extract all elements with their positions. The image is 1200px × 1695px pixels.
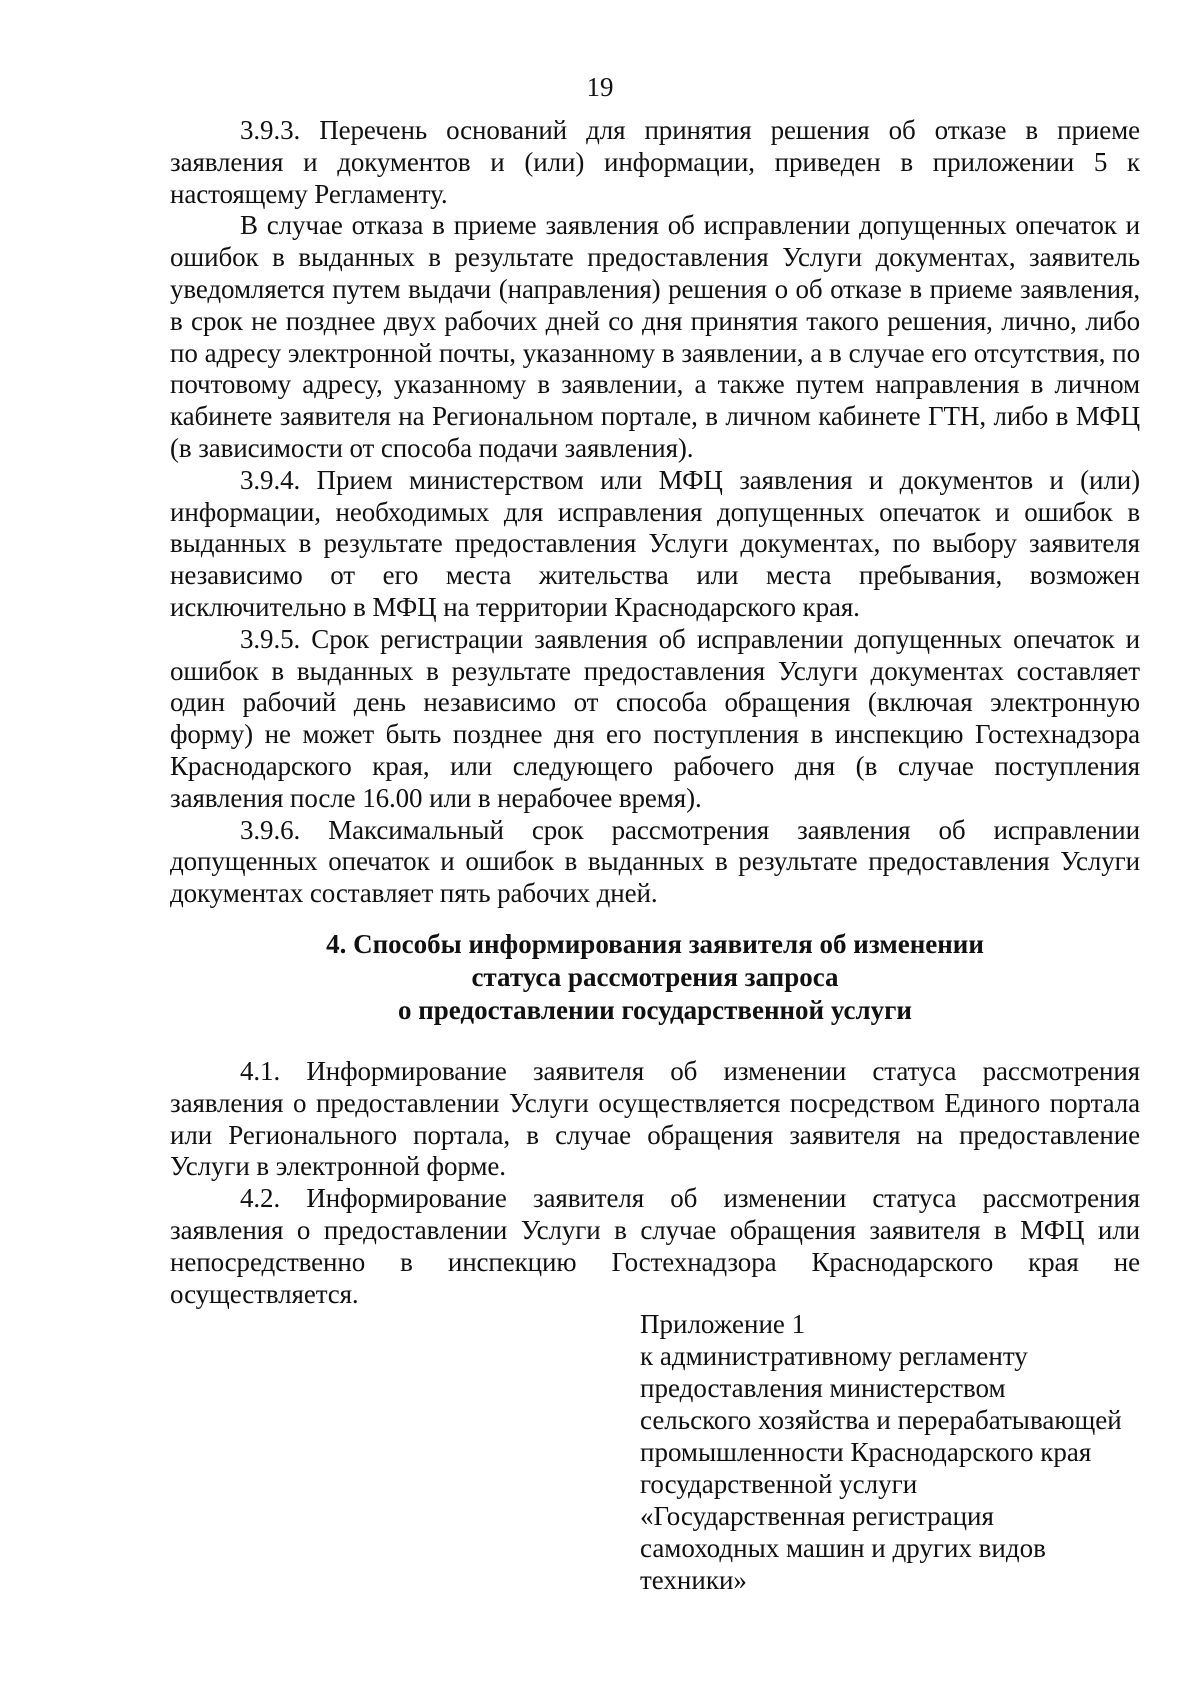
page-number: 19 (586, 72, 614, 102)
appendix-line: «Государственная регистрация (640, 1501, 994, 1531)
appendix-line: государственной услуги (640, 1469, 918, 1499)
appendix-line: к административному регламенту (640, 1341, 1028, 1371)
section-4-text (170, 1056, 1140, 1310)
section-3-9-text (170, 115, 1140, 910)
paragraph-3-9-4: 3.9.4. Прием министерством или МФЦ заявления и документов и (или) информации, необходимых для исправления допущенных опечаток и ошибок в выданных в результате предоставления Услуги документах, по выбору заявителя независимо от его места жительства или места пребывания, возможен исключительно в МФЦ на территории Краснодарского края. (170, 464, 1140, 622)
appendix-line: сельского хозяйства и перерабатывающей (640, 1405, 1122, 1435)
heading-line: 4. Способы информирования заявителя об изменении (326, 929, 984, 959)
paragraph-4-1: 4.1. Информирование заявителя об изменении статуса рассмотрения заявления о предоставлении Услуги осуществляется посредством Единого портала или Регионального портала, в случае обращения заявителя на предоставление Услуги в электронной форме. (170, 1056, 1140, 1182)
paragraph-refusal-notice: В случае отказа в приеме заявления об исправлении допущенных опечаток и ошибок в выданных в результате предоставления Услуги документах, заявитель уведомляется путем выдачи (направления) решения о об отказе в приеме заявления, в срок не позднее двух рабочих дней со дня принятия такого решения, лично, либо по адресу электронной почты, указанному в заявлении, а в случае его отсутствия, по почтовому адресу, указанному в заявлении, а также путем направления в личном кабинете заявителя на Региональном портале, в личном кабинете ГТН, либо в МФЦ (в зависимости от способа подачи заявления). (170, 210, 1140, 463)
appendix-header (640, 1308, 1160, 1596)
paragraph-3-9-6: 3.9.6. Максимальный срок рассмотрения заявления об исправлении допущенных опечаток и ошибок в выданных в результате предоставления Услуги документах составляет пять рабочих дней. (170, 814, 1140, 909)
heading-line: статуса рассмотрения запроса (471, 962, 839, 992)
appendix-line: самоходных машин и других видов (640, 1533, 1046, 1563)
heading-line: о предоставлении государственной услуги (397, 995, 912, 1025)
appendix-line: предоставления министерством (640, 1373, 1006, 1403)
paragraph-3-9-3: 3.9.3. Перечень оснований для принятия решения об отказе в приеме заявления и документов и (или) информации, приведен в приложении 5 к настоящему Регламенту. (170, 115, 1140, 209)
appendix-line: промышленности Краснодарского края (640, 1437, 1092, 1467)
paragraph-4-2: 4.2. Информирование заявителя об изменении статуса рассмотрения заявления о предоставлении Услуги в случае обращения заявителя в МФЦ или непосредственно в инспекцию Гостехнадзора Краснодарского края не осуществляется. (170, 1183, 1140, 1309)
section-4-heading (170, 928, 1140, 1027)
appendix-line: техники» (640, 1565, 747, 1595)
appendix-line: Приложение 1 (640, 1309, 806, 1339)
paragraph-3-9-5: 3.9.5. Срок регистрации заявления об исправлении допущенных опечаток и ошибок в выданных в результате предоставления Услуги документах составляет один рабочий день независимо от способа обращения (включая электронную форму) не может быть позднее дня его поступления в инспекцию Гостехнадзора Краснодарского края, или следующего рабочего дня (в случае поступления заявления после 16.00 или в нерабочее время). (170, 623, 1140, 813)
